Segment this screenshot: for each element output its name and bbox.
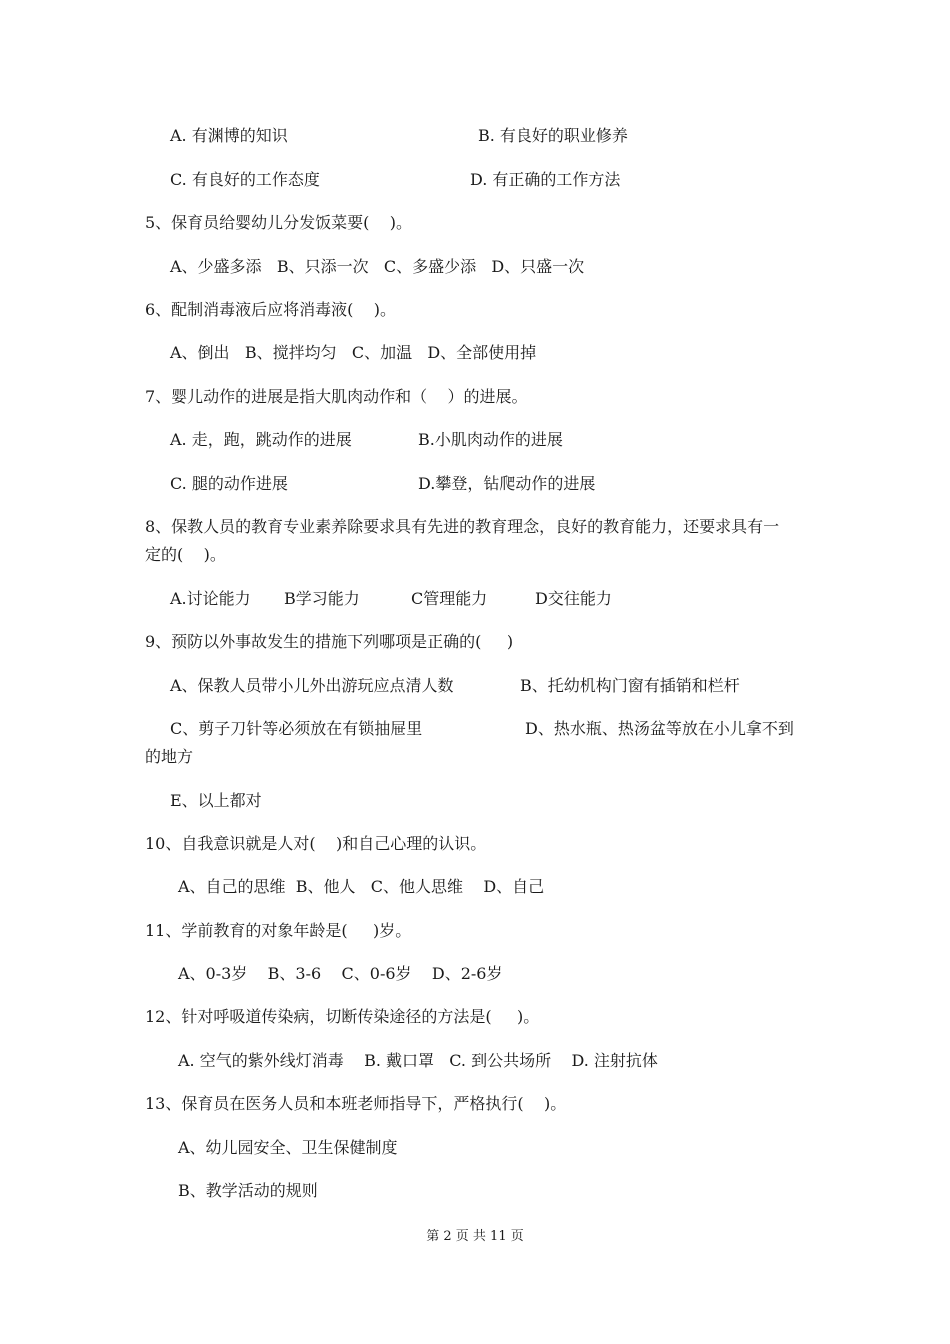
question-9-option-b: B、托幼机构门窗有插销和栏杆: [520, 676, 740, 695]
question-8-line-1: 8、保教人员的教育专业素养除要求具有先进的教育理念，良好的教育能力，还要求具有一: [145, 517, 780, 536]
question-8-option-c: C管理能力: [411, 589, 488, 608]
question-7-option-d: D.攀登，钻爬动作的进展: [418, 474, 596, 493]
question-9: 9、预防以外事故发生的措施下列哪项是正确的( ): [145, 632, 514, 651]
question-7: 7、婴儿动作的进展是指大肌肉动作和（ ）的进展。: [145, 387, 528, 406]
question-9-option-c: C、剪子刀针等必须放在有锁抽屉里: [170, 719, 423, 738]
question-8-option-d: D交往能力: [535, 589, 612, 608]
question-9-option-e: E、以上都对: [170, 791, 262, 810]
question-8-option-a: A.讨论能力: [170, 589, 251, 608]
question-7-option-b: B.小肌肉动作的进展: [418, 430, 563, 449]
question-12: 12、针对呼吸道传染病，切断传染途径的方法是( )。: [145, 1007, 540, 1026]
question-13-option-a: A、幼儿园安全、卫生保健制度: [178, 1138, 398, 1157]
question-5: 5、保育员给婴幼儿分发饭菜要( )。: [145, 213, 413, 232]
question-8-option-b: B学习能力: [284, 589, 360, 608]
page-footer: 第 2 页 共 11 页: [426, 1229, 524, 1244]
question-5-options: A、少盛多添 B、只添一次 C、多盛少添 D、只盛一次: [170, 257, 585, 276]
question-9-option-a: A、保教人员带小儿外出游玩应点清人数: [170, 676, 454, 695]
question-10-options: A、自己的思维 B、他人 C、他人思维 D、自己: [178, 877, 545, 896]
option-c-line: C. 有良好的工作态度: [170, 170, 320, 189]
question-9-option-d-continued: 的地方: [145, 747, 194, 766]
question-11-options: A、0-3岁 B、3-6 C、0-6岁 D、2-6岁: [178, 964, 503, 983]
question-9-option-d: D、热水瓶、热汤盆等放在小儿拿不到: [525, 719, 794, 738]
question-8-line-2: 定的( )。: [145, 545, 226, 564]
option-b-line: B. 有良好的职业修养: [478, 126, 628, 145]
question-13-option-b: B、教学活动的规则: [178, 1181, 318, 1200]
question-7-option-a: A. 走，跑，跳动作的进展: [170, 430, 352, 449]
question-13: 13、保育员在医务人员和本班老师指导下，严格执行( )。: [145, 1094, 567, 1113]
question-10: 10、自我意识就是人对( )和自己心理的认识。: [145, 834, 487, 853]
option-d-line: D. 有正确的工作方法: [470, 170, 621, 189]
option-a-line: A. 有渊博的知识: [170, 126, 288, 145]
question-12-options: A. 空气的紫外线灯消毒 B. 戴口罩 C. 到公共场所 D. 注射抗体: [178, 1051, 658, 1070]
question-6-options: A、倒出 B、搅拌均匀 C、加温 D、全部使用掉: [170, 343, 537, 362]
question-11: 11、学前教育的对象年龄是( )岁。: [145, 921, 412, 940]
question-6: 6、配制消毒液后应将消毒液( )。: [145, 300, 397, 319]
question-7-option-c: C. 腿的动作进展: [170, 474, 288, 493]
